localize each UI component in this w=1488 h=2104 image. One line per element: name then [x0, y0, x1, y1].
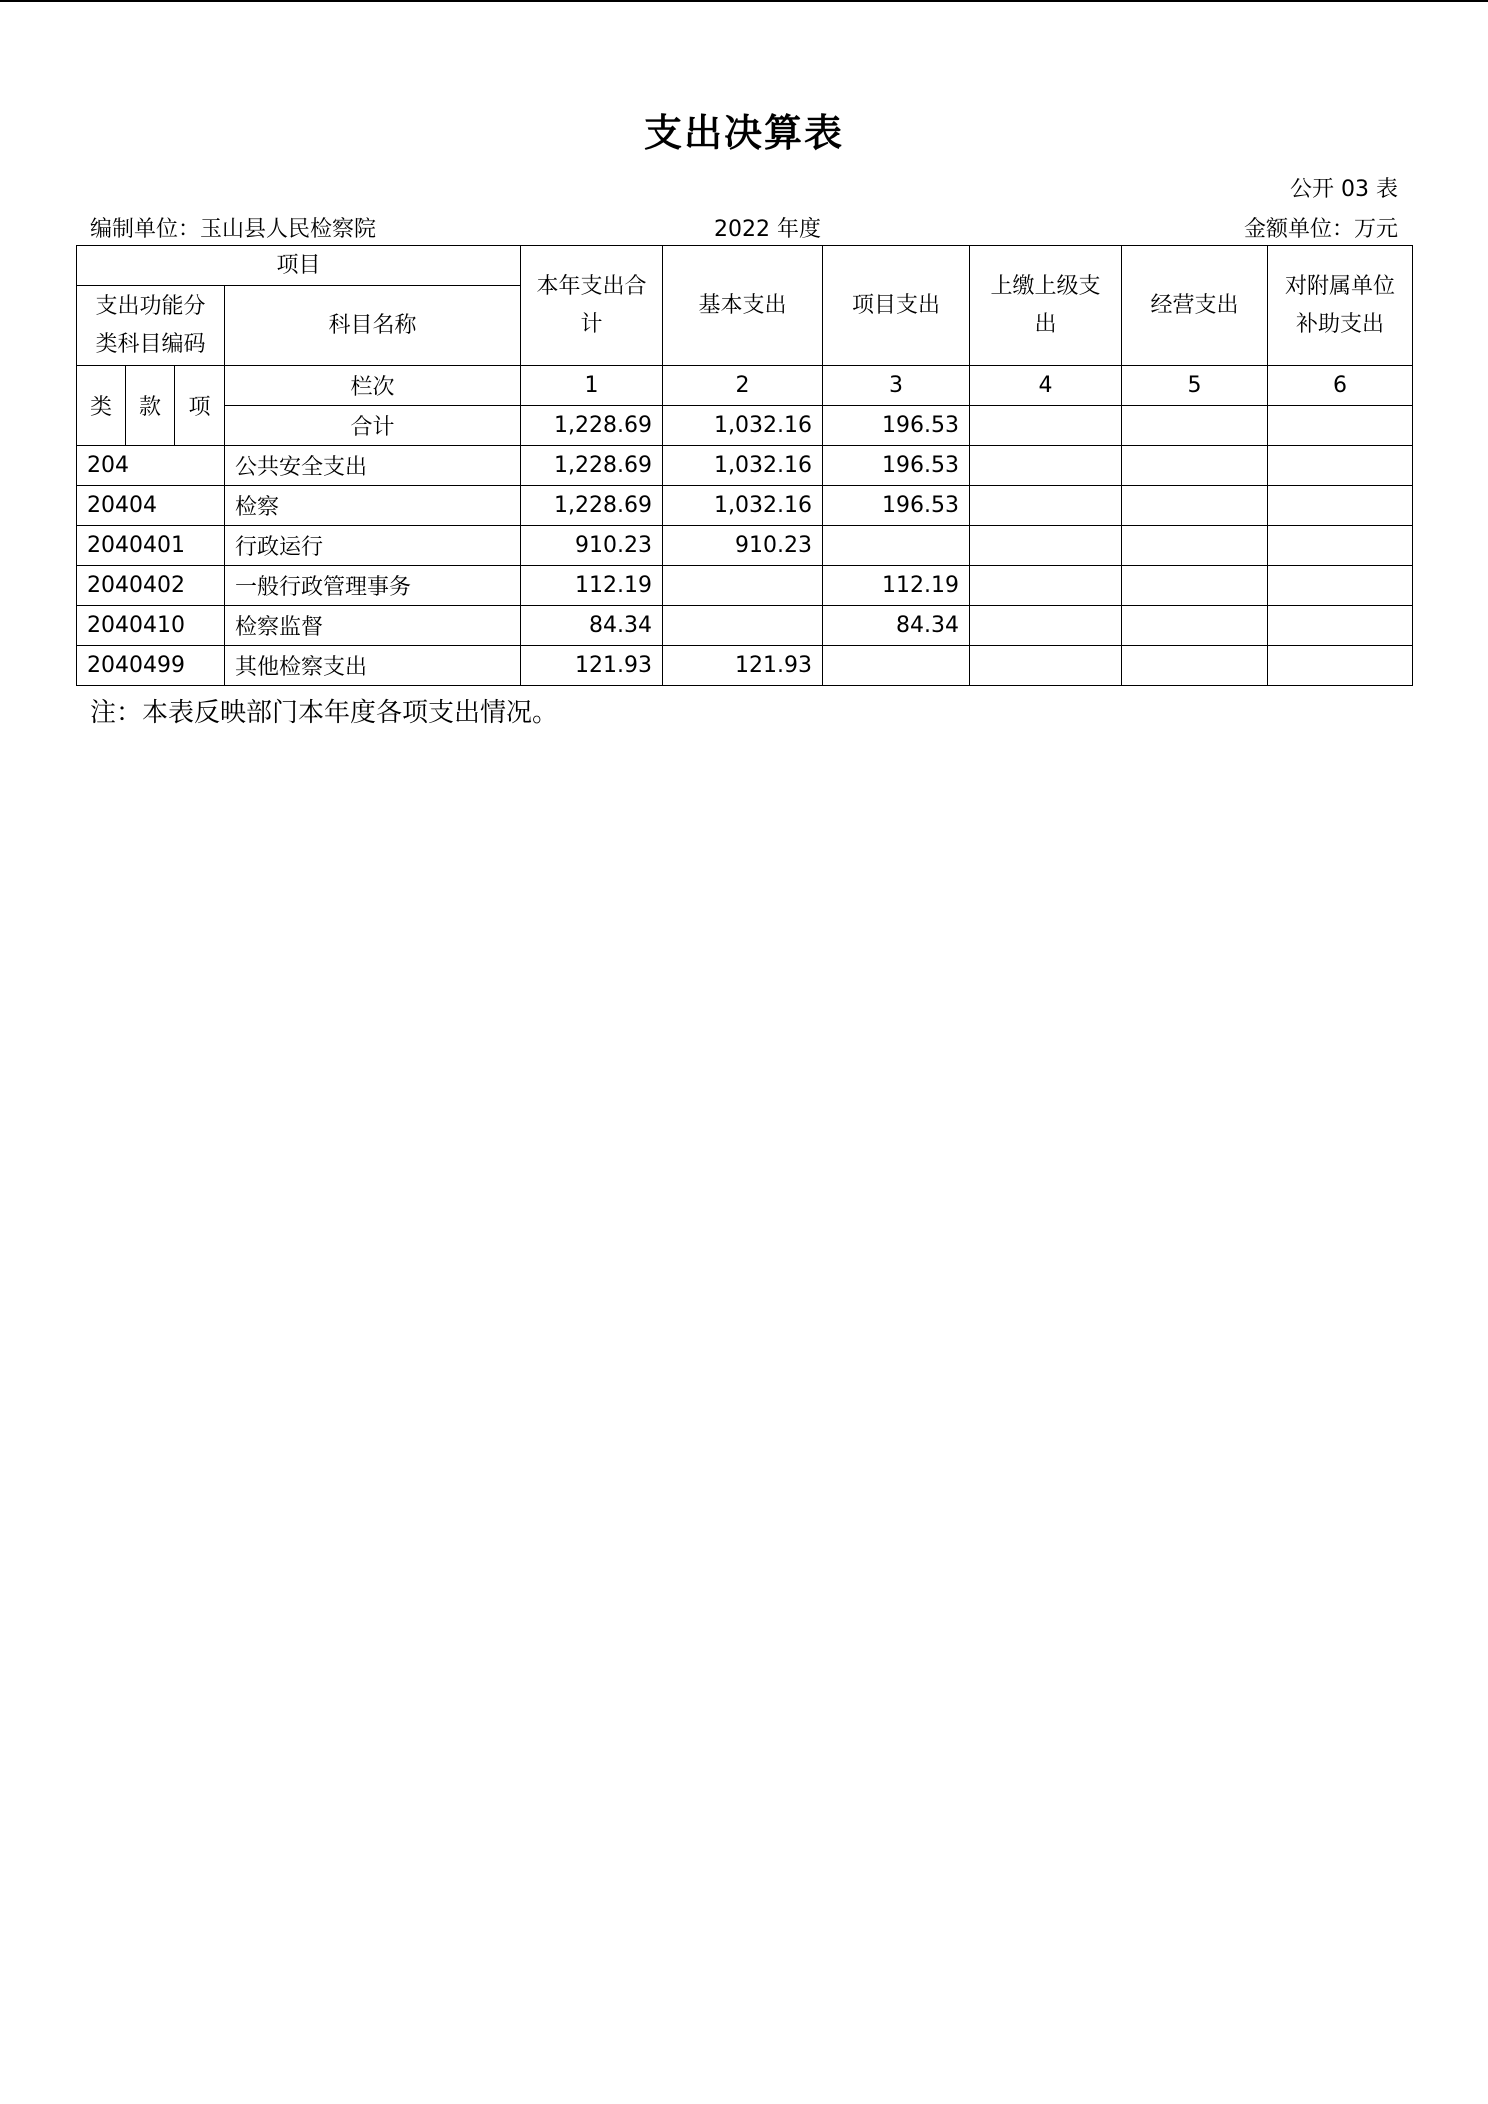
table-row: [77, 606, 1413, 646]
row-value: 84.34: [823, 606, 970, 646]
row-value: 1,032.16: [663, 446, 823, 486]
sum-row: [77, 406, 1413, 446]
row-code: 2040401: [77, 526, 225, 566]
row-value: 196.53: [823, 446, 970, 486]
sum-label: 合计: [225, 406, 521, 446]
row-name: 一般行政管理事务: [225, 566, 521, 606]
column-index: 6: [1268, 366, 1413, 406]
header-project-expenditure: 项目支出: [823, 246, 970, 366]
header-business: 经营支出: [1122, 246, 1268, 366]
column-index: 5: [1122, 366, 1268, 406]
row-value: [970, 486, 1122, 526]
row-name: 行政运行: [225, 526, 521, 566]
table-note: 注：本表反映部门本年度各项支出情况。: [90, 698, 559, 728]
row-name: 检察监督: [225, 606, 521, 646]
row-value: [1122, 566, 1268, 606]
table-code: 公开 03 表: [1290, 177, 1398, 202]
row-value: 112.19: [521, 566, 663, 606]
sum-cell: [1268, 406, 1413, 446]
row-value: [1268, 606, 1413, 646]
row-name: 检察: [225, 486, 521, 526]
row-code: 2040410: [77, 606, 225, 646]
row-name: 其他检察支出: [225, 646, 521, 686]
column-index: 4: [970, 366, 1122, 406]
row-value: 112.19: [823, 566, 970, 606]
column-index-label: 栏次: [225, 366, 521, 406]
header-subject-name: 科目名称: [225, 286, 521, 366]
column-index: 3: [823, 366, 970, 406]
row-value: 121.93: [521, 646, 663, 686]
header-lei: 类: [77, 366, 126, 446]
row-value: [1268, 486, 1413, 526]
row-value: [1122, 606, 1268, 646]
row-value: [663, 606, 823, 646]
row-value: [823, 646, 970, 686]
sum-cell: [1122, 406, 1268, 446]
sum-cell: 1,228.69: [521, 406, 663, 446]
table-row: [77, 446, 1413, 486]
org-label: 编制单位：玉山县人民检察院: [90, 217, 377, 242]
row-code: 204: [77, 446, 225, 486]
header-subsidy: 对附属单位补助支出: [1268, 246, 1413, 366]
row-value: 1,228.69: [521, 446, 663, 486]
table-row: [77, 646, 1413, 686]
sum-cell: 1,032.16: [663, 406, 823, 446]
row-value: [970, 566, 1122, 606]
row-value: [1268, 446, 1413, 486]
header-xiang: 项: [175, 366, 225, 446]
row-value: [1268, 566, 1413, 606]
row-value: 910.23: [521, 526, 663, 566]
table-row: [77, 566, 1413, 606]
sum-cell: 196.53: [823, 406, 970, 446]
row-value: [1122, 646, 1268, 686]
sum-cell: [970, 406, 1122, 446]
row-value: [823, 526, 970, 566]
row-code: 2040499: [77, 646, 225, 686]
header-total: 本年支出合计: [521, 246, 663, 366]
row-code: 20404: [77, 486, 225, 526]
header-basic: 基本支出: [663, 246, 823, 366]
column-index: 1: [521, 366, 663, 406]
header-kuan: 款: [126, 366, 175, 446]
row-value: [1122, 526, 1268, 566]
row-value: [970, 526, 1122, 566]
table-row: [77, 486, 1413, 526]
page-top-border: [0, 0, 1488, 2]
header-upper: 上缴上级支出: [970, 246, 1122, 366]
page-title: 支出决算表: [643, 111, 844, 155]
table-row: [77, 526, 1413, 566]
row-code: 2040402: [77, 566, 225, 606]
year-label: 2022 年度: [714, 217, 821, 242]
row-value: [970, 646, 1122, 686]
row-value: 1,228.69: [521, 486, 663, 526]
row-value: [970, 446, 1122, 486]
unit-label: 金额单位：万元: [1243, 217, 1398, 242]
row-value: [1268, 526, 1413, 566]
row-value: 910.23: [663, 526, 823, 566]
column-index: 2: [663, 366, 823, 406]
row-value: 1,032.16: [663, 486, 823, 526]
row-value: [1268, 646, 1413, 686]
row-value: [663, 566, 823, 606]
row-value: 84.34: [521, 606, 663, 646]
row-value: 196.53: [823, 486, 970, 526]
row-value: [1122, 486, 1268, 526]
row-value: 121.93: [663, 646, 823, 686]
expenditure-table: [76, 245, 1413, 686]
row-value: [1122, 446, 1268, 486]
row-value: [970, 606, 1122, 646]
row-name: 公共安全支出: [225, 446, 521, 486]
header-project: 项目: [77, 246, 521, 286]
header-func-code: 支出功能分类科目编码: [77, 286, 225, 366]
